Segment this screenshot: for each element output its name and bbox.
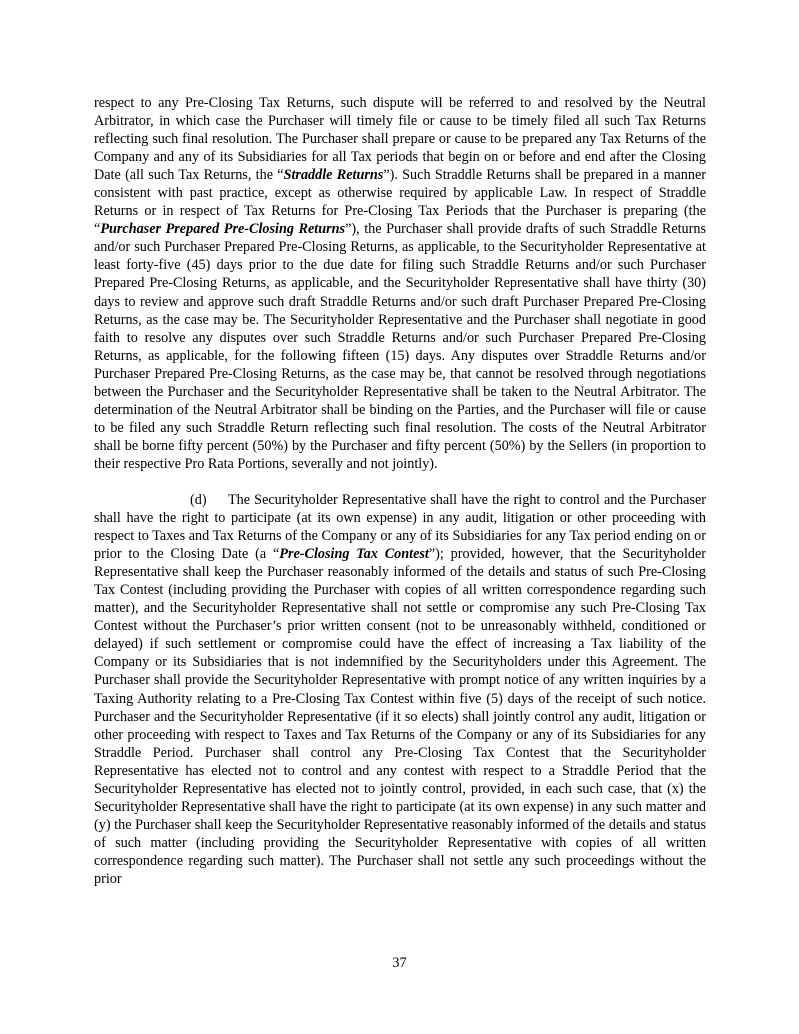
paragraph-text: ”); provided, however, that the Securityholder Representative shall keep the Purchaser reasonably informed of the details and status of such Pre-Closing Tax Contest (including providing the Purchaser with copies of all written correspondence regarding such matter), and the Securityholder Representative shall not settle or compromise any such Pre-Closing Tax Contest without the Purchaser’s prior written consent (not to be unreasonably withheld, conditioned or delayed) if such settlement or compromise could have the effect of increasing a Tax liability of the Company or its Subsidiaries that is not indemnified by the Securityholders under this Agreement. The Purchaser shall provide the Securityholder Representative with prompt notice of any written inquiries by a Taxing Authority relating to a Pre-Closing Tax Contest within five (5) days of the receipt of such notice. Purchaser and the Securityholder Representative (if it so elects) shall jointly control any audit, litigation or other proceeding with respect to Taxes and Tax Returns of the Company or any of its Subsidiaries for any Straddle Period. Purchaser shall control any Pre-Closing Tax Contest that the Securityholder Representative has elected not to control and any contest with respect to a Straddle Period that the Securityholder Representative has elected not to jointly control, provided, in each such case, that (x) the Securityholder Representative shall have the right to participate (at its own expense) in any such matter and (y) the Purchaser shall keep the Securityholder Representative reasonably informed of the details and status of such matter (including providing the Securityholder Representative with copies of all written correspondence regarding such matter). The Purchaser shall not settle any such proceedings without the prior: [94, 546, 707, 887]
paragraph-text: The Securityholder Representative shall have the right to control and the Purchaser shall have the right to participate (at its own expense) in any audit, litigation or other proceeding with respect to Taxes and Tax Returns of the Company or any of its Subsidiaries for any Tax period ending on or prior to the Closing Date (a “: [94, 491, 706, 563]
document-page: [94, 94, 706, 888]
paragraph-text: respect to any Pre-Closing Tax Returns, such dispute will be referred to and resolved by the Neutral Arbitrator, in which case the Purchaser will timely file or cause to be timely filed all such Tax Returns reflecting such final resolution. The Purchaser shall prepare or cause to be prepared any Tax Returns of the Company and any of its Subsidiaries for all Tax periods that begin on or before and end after the Closing Date (all such Tax Returns, the “: [94, 95, 706, 184]
defined-term-pre-closing-tax-contest: Pre-Closing Tax Contest: [279, 546, 429, 563]
page-number: 37: [392, 955, 407, 971]
section-label: (d): [190, 491, 207, 508]
paragraph-section-d: [94, 491, 706, 888]
paragraph-text: ”). Such Straddle Returns shall be prepared in a manner consistent with past practice, except as otherwise required by applicable Law. In respect of Straddle Returns or in respect of Tax Returns for Pre-Closing Tax Periods that the Purchaser is preparing (the “: [94, 167, 706, 238]
defined-term-purchaser-prepared-pre-closing-returns: Purchaser Prepared Pre-Closing Returns: [100, 221, 346, 238]
paragraph-text: ”), the Purchaser shall provide drafts of such Straddle Returns and/or such Purchaser Prepared Pre-Closing Returns, as applicable, to the Securityholder Representative at least forty-five (45) days prior to the due date for filing such Straddle Returns and/or such Purchaser Prepared Pre-Closing Returns, as applicable, and the Securityholder Representative shall have thirty (30) days to review and approve such draft Straddle Returns and/or such draft Purchaser Prepared Pre-Closing Returns, as the case may be. The Securityholder Representative and the Purchaser shall negotiate in good faith to resolve any disputes over such Straddle Returns and/or such Purchaser Prepared Pre-Closing Returns, as applicable, for the following fifteen (15) days. Any disputes over Straddle Returns and/or Purchaser Prepared Pre-Closing Returns, as the case may be, that cannot be resolved through negotiations between the Purchaser and the Securityholder Representative shall be taken to the Neutral Arbitrator. The determination of the Neutral Arbitrator shall be binding on the Parties, and the Purchaser will file or cause to be filed any such Straddle Return reflecting such final resolution. The costs of the Neutral Arbitrator shall be borne fifty percent (50%) by the Purchaser and fifty percent (50%) by the Sellers (in proportion to their respective Pro Rata Portions, severally and not jointly).: [94, 221, 706, 472]
defined-term-straddle-returns: Straddle Returns: [283, 167, 384, 184]
paragraph-tax-returns: [94, 94, 706, 473]
